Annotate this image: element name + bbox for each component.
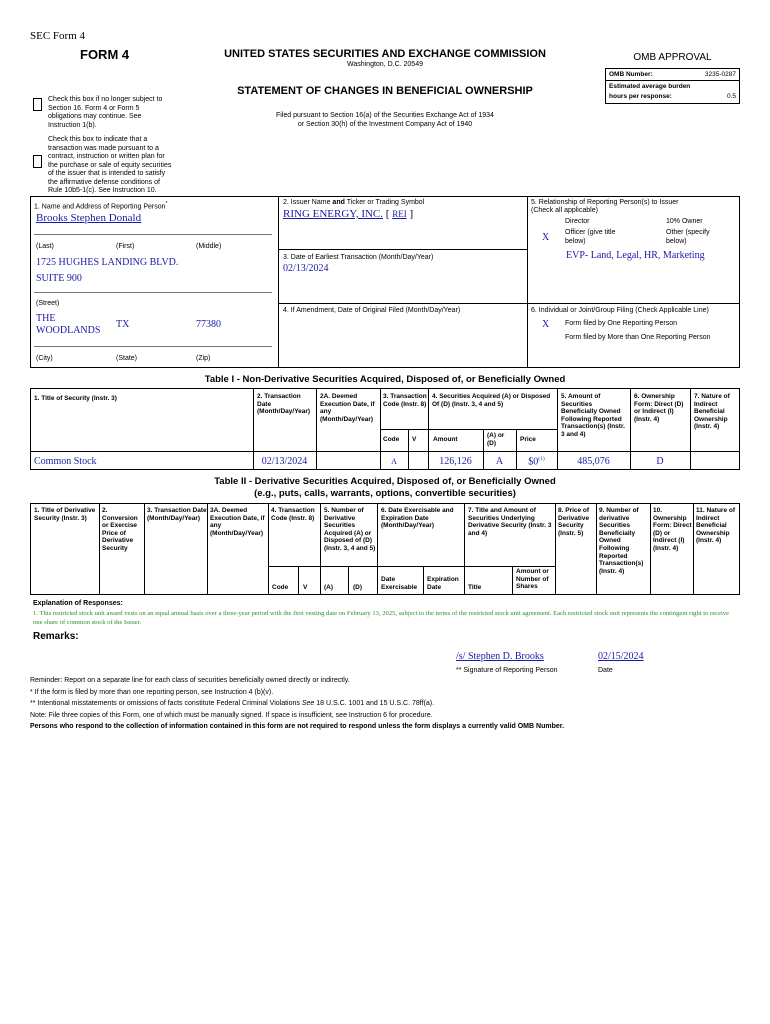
t1-row-title: Common Stock	[34, 456, 97, 467]
t2-col-title: 1. Title of Derivative Security (Instr. 3)	[34, 507, 96, 522]
rule-10b5-1-text: Check this box to indicate that a transaction was made pursuant to a contract, instruction or written plan for the purchase or sale of equity securities of the issuer that is intended to satisfy the affirmative defense conditions of Rule 10b5-1(c). See Instruction 10.	[48, 136, 172, 194]
omb-hours-label: hours per response:	[609, 93, 672, 100]
footer-note-2: ** Intentional misstatements or omissions of facts constitute Federal Criminal Violations See 18 U.S.C. 1001 and 15 U.S.C. 78ff(a).	[30, 700, 435, 707]
reporting-person-name[interactable]: Brooks Stephen Donald	[36, 212, 142, 224]
omb-number-value: 3235-0287	[704, 71, 736, 78]
reporting-person-label: 1. Name and Address of Reporting Person*	[34, 201, 168, 211]
t2-col-code: 4. Transaction Code (Instr. 8)	[271, 507, 315, 522]
earliest-transaction-date: 02/13/2024	[283, 263, 329, 274]
ten-percent-owner-option: 10% Owner	[666, 218, 703, 225]
t1-row-date: 02/13/2024	[261, 456, 308, 467]
sec-form-label: SEC Form 4	[30, 30, 86, 42]
t1-row-price: $0$^{(1)}$	[528, 456, 545, 468]
no-longer-subject-checkbox[interactable]	[33, 98, 42, 111]
t1-sub-price: Price	[520, 436, 536, 443]
t1-row-price-footnote[interactable]: (1)	[538, 456, 545, 462]
t2-col-conversion: 2. Conversion or Exercise Price of Derivative Security	[102, 507, 138, 552]
t2-sub-date-exercisable: Date Exercisable	[381, 576, 418, 591]
officer-option: Officer (give title below)	[565, 229, 616, 245]
t1-col-nature: 7. Nature of Indirect Beneficial Ownership (Instr. 4)	[694, 393, 730, 431]
footer-note-3: Note: File three copies of this Form, one of which must be manually signed. If space is insufficient, see Instruction 6 for procedure.	[30, 712, 433, 719]
t1-col-title: 1. Title of Security (Instr. 3)	[34, 395, 117, 402]
t2-col-form: 10. Ownership Form: Direct (D) or Indirect (I) (Instr. 4)	[653, 507, 692, 552]
earliest-transaction-label: 3. Date of Earliest Transaction (Month/Day/Year)	[283, 254, 434, 261]
city-label: (City)	[36, 355, 53, 362]
relationship-label: 5. Relationship of Reporting Person(s) to Issuer	[531, 199, 679, 206]
agency-location: Washington, D.C. 20549	[346, 61, 423, 68]
amendment-label: 4. If Amendment, Date of Original Filed (Month/Day/Year)	[283, 307, 461, 314]
street-label: (Street)	[36, 300, 60, 307]
no-longer-subject-text: Check this box if no longer subject to Section 16. Form 4 or Form 5 obligations may continue. See Instruction 1(b).	[48, 96, 163, 129]
t2-sub-title: Title	[468, 584, 482, 591]
rule-10b5-1-checkbox[interactable]	[33, 155, 42, 168]
filing-more-persons-option: Form filed by More than One Reporting Person	[565, 334, 711, 341]
t1-col-deemed: 2A. Deemed Execution Date, if any (Month/Day/Year)	[320, 393, 375, 423]
table1-title: Table I - Non-Derivative Securities Acquired, Disposed of, or Beneficially Owned	[204, 374, 566, 385]
city-line-1: THE	[36, 313, 56, 324]
t2-sub-d: (D)	[353, 584, 363, 591]
footer-reminder: Reminder: Report on a separate line for each class of securities beneficially owned directly or indirectly.	[30, 677, 350, 684]
t1-col-owned: 5. Amount of Securities Beneficially Owned Following Reported Transaction(s) (Instr. 3 and 4)	[561, 393, 625, 438]
t1-row-amount: 126,126	[439, 456, 472, 467]
filed-pursuant-line-1: Filed pursuant to Section 16(a) of the Securities Exchange Act of 1934	[276, 112, 494, 119]
t1-sub-a-or-d: (A) or (D)	[487, 432, 505, 447]
omb-burden-label: Estimated average burden	[609, 83, 691, 90]
last-label: (Last)	[36, 243, 54, 250]
t2-col-price: 8. Price of Derivative Security (Instr. 5)	[558, 507, 590, 537]
issuer-label: 2. Issuer Name and Ticker or Trading Symbol	[283, 199, 425, 206]
officer-title: EVP- Land, Legal, HR, Marketing	[566, 250, 705, 261]
t2-col-number: 5. Number of Derivative Securities Acquired (A) or Disposed of (D) (Instr. 3, 4 and 5)	[324, 507, 376, 552]
remarks-label: Remarks:	[33, 631, 79, 642]
signature-date-label: Date	[598, 667, 613, 674]
zip-value: 77380	[196, 319, 221, 330]
t1-col-date: 2. Transaction Date (Month/Day/Year)	[257, 393, 311, 416]
omb-hours-value: 0.5	[726, 93, 736, 100]
t2-sub-code: Code	[272, 584, 289, 591]
t1-col-code: 3. Transaction Code (Instr. 8)	[383, 393, 427, 408]
issuer-name-row: RING ENERGY, INC. [ REI ]	[283, 208, 414, 220]
state-label: (State)	[116, 355, 138, 362]
t2-sub-v: V	[303, 584, 308, 591]
omb-number-label: OMB Number:	[609, 71, 653, 78]
t2-col-owned: 9. Number of derivative Securities Beneficially Owned Following Reported Transaction(s) (Instr. 4)	[599, 507, 644, 575]
t1-sub-v: V	[412, 436, 417, 443]
state-value: TX	[116, 319, 130, 330]
agency-name: UNITED STATES SECURITIES AND EXCHANGE COMMISSION	[224, 48, 546, 60]
filing-check-mark: X	[542, 319, 550, 330]
t2-col-date: 3. Transaction Date (Month/Day/Year)	[147, 507, 207, 522]
t1-sub-amount: Amount	[433, 436, 458, 443]
explanation-footnote-1: 1. This restricted stock unit award vests on an equal annual basis over a three-year period with the first vesting date on February 13, 2025, subject to the terms of the restricted stock unit agreement. Each restricted stock unit represents the contingent right to receive one share of common stock of the Issuer.	[33, 610, 730, 626]
omb-approval-title: OMB APPROVAL	[633, 52, 712, 63]
issuer-ticker-link[interactable]: REI	[392, 209, 407, 219]
t2-sub-expiration: Expiration Date	[427, 576, 459, 591]
signature-label: ** Signature of Reporting Person	[456, 667, 558, 674]
t1-col-securities: 4. Securities Acquired (A) or Disposed Of (D) (Instr. 3, 4 and 5)	[432, 393, 551, 408]
table2-subtitle: (e.g., puts, calls, warrants, options, convertible securities)	[254, 488, 516, 499]
filing-one-person-option: Form filed by One Reporting Person	[565, 320, 678, 327]
t1-row-code: A	[391, 457, 397, 466]
t2-sub-amount: Amount or Number of Shares	[516, 568, 549, 591]
t2-col-exercisable: 6. Date Exercisable and Expiration Date (Month/Day/Year)	[381, 507, 454, 530]
t2-col-nature: 11. Nature of Indirect Beneficial Ownership (Instr. 4)	[696, 507, 736, 545]
first-label: (First)	[116, 243, 135, 250]
t1-row-owned: 485,076	[577, 456, 610, 467]
address-line-1: 1725 HUGHES LANDING BLVD.	[36, 257, 179, 268]
t2-sub-a: (A)	[324, 584, 334, 591]
signature-date: 02/15/2024	[598, 651, 644, 662]
director-option: Director	[565, 218, 590, 225]
signature-value: /s/ Stephen D. Brooks	[456, 651, 544, 662]
explanation-label: Explanation of Responses:	[33, 600, 123, 607]
statement-title: STATEMENT OF CHANGES IN BENEFICIAL OWNERSHIP	[237, 85, 533, 97]
t1-row-a-or-d: A	[495, 456, 504, 467]
officer-check-mark: X	[542, 232, 550, 243]
t2-col-deemed: 3A. Deemed Execution Date, if any (Month/Day/Year)	[210, 507, 265, 537]
middle-label: (Middle)	[196, 243, 222, 250]
t1-row-form: D	[656, 456, 664, 467]
table2-title: Table II - Derivative Securities Acquired, Disposed of, or Beneficially Owned	[214, 476, 556, 487]
address-line-2: SUITE 900	[36, 273, 82, 284]
other-option: Other (specify below)	[666, 229, 710, 245]
t2-col-underlying: 7. Title and Amount of Securities Underlying Derivative Security (Instr. 3 and 4)	[468, 507, 552, 537]
city-line-2: WOODLANDS	[36, 325, 101, 336]
zip-label: (Zip)	[196, 355, 211, 362]
t1-col-form: 6. Ownership Form: Direct (D) or Indirect (I) (Instr. 4)	[634, 393, 684, 423]
form-title: FORM 4	[80, 47, 130, 62]
t1-sub-code: Code	[383, 436, 400, 443]
filing-label: 6. Individual or Joint/Group Filing (Check Applicable Line)	[531, 307, 709, 314]
issuer-name-link[interactable]: RING ENERGY, INC.	[283, 208, 384, 220]
footer-note-1: * If the form is filed by more than one reporting person, see Instruction 4 (b)(v).	[30, 689, 274, 696]
footer-note-4: Persons who respond to the collection of information contained in this form are not required to respond unless the form displays a currently valid OMB Number.	[30, 723, 565, 730]
relationship-sublabel: (Check all applicable)	[531, 207, 598, 214]
filed-pursuant-line-2: or Section 30(h) of the Investment Company Act of 1940	[297, 121, 473, 128]
